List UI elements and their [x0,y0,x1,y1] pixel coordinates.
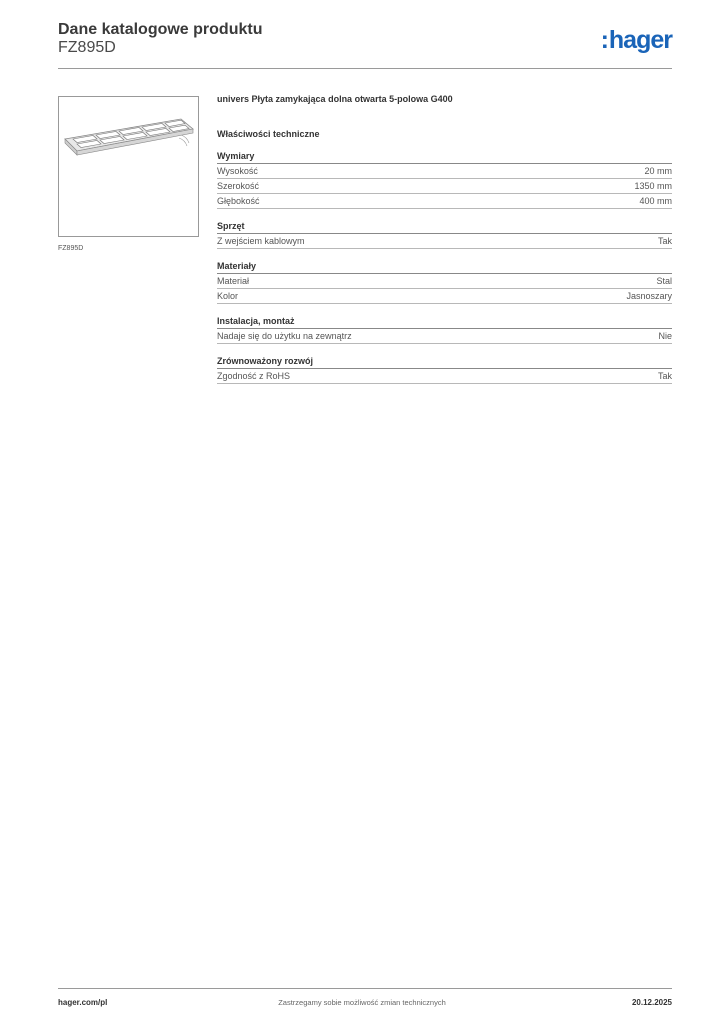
page-title: Dane katalogowe produktu [58,21,263,38]
spec-label: Z wejściem kablowym [217,236,305,246]
product-code: FZ895D [58,39,116,56]
spec-value: Tak [657,236,672,246]
spec-row [217,289,672,304]
spec-row [217,179,672,194]
section-equipment [217,221,672,249]
spec-label: Materiał [217,276,250,286]
section-title: Materiały [217,261,672,274]
product-image [58,96,199,237]
section-installation [217,316,672,344]
spec-row [217,369,672,384]
logo-dots-icon: : [600,26,608,54]
hager-logo [601,26,672,55]
footer-website: hager.com/pl [58,998,108,1007]
image-caption: FZ895D [58,245,84,252]
spec-label: Wysokość [217,166,258,176]
section-title: Instalacja, montaż [217,316,672,329]
spec-label: Głębokość [217,196,260,206]
spec-label: Kolor [217,291,239,301]
section-sustainability [217,356,672,384]
logo-text: hager [608,26,672,54]
footer-divider [58,988,672,989]
spec-label: Zgodność z RoHS [217,371,291,381]
spec-value: Jasnoszary [626,291,672,301]
spec-value: 20 mm [644,166,672,176]
technical-properties-heading: Właściwości techniczne [217,129,320,139]
footer-date: 20.12.2025 [631,998,672,1007]
spec-row [217,274,672,289]
product-name: univers Płyta zamykająca dolna otwarta 5-polowa G400 [217,94,453,104]
spec-row [217,234,672,249]
spec-value: 1350 mm [634,181,672,191]
spec-label: Nadaje się do użytku na zewnątrz [217,331,352,341]
section-materials [217,261,672,304]
footer-disclaimer: Zastrzegamy sobie możliwość zmian technicznych [278,998,446,1007]
spec-row [217,164,672,179]
section-title: Wymiary [217,151,672,164]
spec-row [217,194,672,209]
spec-row [217,329,672,344]
spec-value: Nie [658,331,672,341]
spec-label: Szerokość [217,181,260,191]
spec-value: Tak [657,371,672,381]
closing-plate-illustration [59,97,198,236]
section-title: Sprzęt [217,221,672,234]
section-dimensions [217,151,672,209]
header-divider [58,68,672,69]
spec-value: Stal [656,276,672,286]
product-details [217,94,672,384]
spec-value: 400 mm [639,196,672,206]
section-title: Zrównoważony rozwój [217,356,672,369]
